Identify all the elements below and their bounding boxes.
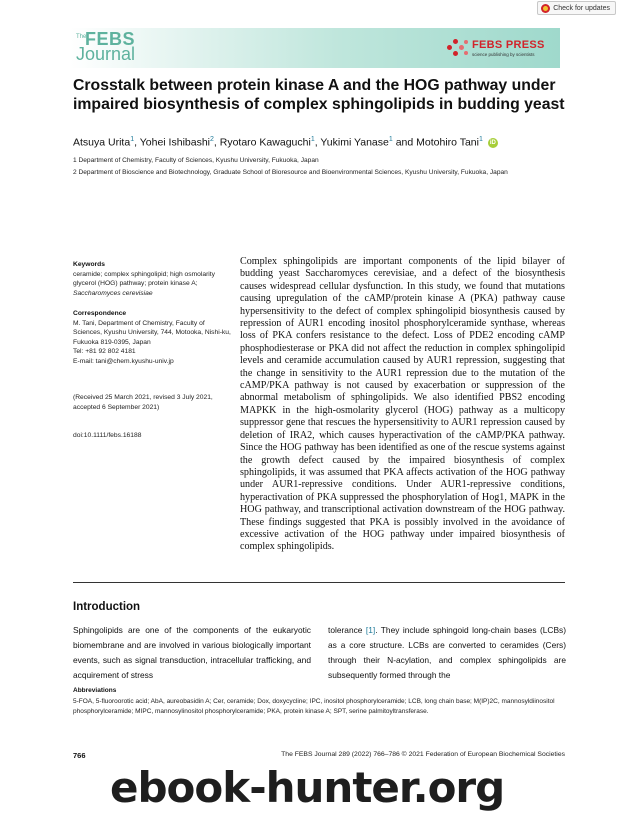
- author-affiliation-mark: 1: [130, 136, 135, 143]
- correspondence-phone: Tel: +81 92 802 4181: [73, 348, 136, 356]
- febs-press-logo: [447, 36, 557, 60]
- author-list: [73, 136, 573, 149]
- author-separator: ,: [213, 136, 220, 149]
- keywords-text: [73, 270, 233, 299]
- affiliation-2: 2 Department of Bioscience and Biotechnology, Graduate School of Bioresource and Bioenvironmental Sciences, Kyushu University, Fukuoka, Japan: [73, 169, 508, 176]
- orcid-icon[interactable]: iD: [489, 139, 496, 146]
- press-name: FEBS PRESS: [472, 39, 545, 51]
- author-name[interactable]: Yohei Ishibashi: [139, 136, 210, 149]
- logo-journal: Journal: [76, 44, 136, 64]
- reference-link[interactable]: [1]: [365, 625, 376, 635]
- intro-right-text-end: . They include sphingoid long-chain bases (LCBs) as a core structure. LCBs are converted to ceramides (Cers) through their N-acylation, and complex sphingolipids are subsequently formed through the: [328, 625, 567, 680]
- logo-the: The: [76, 34, 87, 40]
- correspondence-email[interactable]: E-mail: tani@chem.kyushu-univ.jp: [73, 357, 174, 365]
- keywords-list: ceramide; complex sphingolipid; high osmolarity glycerol (HOG) pathway; protein kinase A;: [73, 270, 215, 288]
- correspondence-address: M. Tani, Department of Chemistry, Faculty of Sciences, Kyushu University, 744, Motooka, Nishi-ku, Fukuoka 819-0395, Japan: [73, 319, 231, 346]
- author-name[interactable]: Yukimi Yanase: [320, 136, 389, 149]
- crossmark-icon: [541, 4, 550, 13]
- article-title: Crosstalk between protein kinase A and the HOG pathway under impaired biosynthesis of complex sphingolipids in budding yeast: [73, 77, 565, 113]
- author-affiliation-mark: 1: [310, 136, 315, 143]
- author-affiliation-mark: 1: [388, 136, 393, 143]
- logo-febs: FEBS: [85, 29, 136, 49]
- author-affiliation-mark: 1: [478, 136, 483, 143]
- author-separator: and: [392, 136, 417, 149]
- abbreviations-section: [73, 686, 568, 718]
- author-separator: ,: [134, 136, 140, 149]
- received-dates: (Received 25 March 2021, revised 3 July 2021, accepted 6 September 2021): [73, 394, 213, 411]
- keywords-section: [73, 260, 233, 298]
- abbreviations-heading: Abbreviations: [73, 687, 117, 694]
- febs-press-dots-icon: [447, 39, 469, 57]
- author-separator: ,: [314, 136, 321, 149]
- author-name[interactable]: Ryotaro Kawaguchi: [219, 136, 311, 149]
- abbreviations-text: 5-FOA, 5-fluoroorotic acid; AbA, aureobasidin A; Cer, ceramide; Dox, doxycycline; IPC, inositol phosphorylceramide; LCB, long chain base; M(IP)2C, mannosyldiinositol phosphorylceramide; MIPC, mannosylinositol phosphorylceramide; PKA, protein kinase A; SPT, serine palmitoyltransferase.: [73, 697, 555, 715]
- author-name[interactable]: Motohiro Tani: [416, 136, 479, 149]
- abstract-text: Complex sphingolipids are important components of the lipid bilayer of budding yeast Saccharomyces cerevisiae, and a defect of the biosynthesis causes widespread cellular dysfunction. In this study, we found that mutations causing upregulation of the cAMP/protein kinase A (PKA) pathway cause hypersensitivity to the defect of complex sphingolipid biosynthesis caused by repression of AUR1 encoding inositol phosphorylceramide synthase, whereas loss of PKA confers resistance to the defect. Loss of PDE2 encoding cAMP phosphodiesterase or PKA did not affect the reduction in complex sphingolipid levels and ceramide accumulation caused by AUR1 repression, suggesting that the change in sensitivity to the AUR1 repression due to the mutation of the cAMP/PKA pathway is not caused by exacerbation or suppression of the abnormal metabolism of sphingolipids. We also identified PBS2 encoding MAPKK in the high-osmolarity glycerol (HOG) pathway as a multicopy suppressor gene that rescues the hypersensitivity to AUR1 repression caused by deletion of IRA2, which causes hyperactivation of the cAMP/PKA pathway. Since the HOG pathway has been identified as one of the rescue systems against the growth defect caused by the impaired biosynthesis of complex sphingolipids, it was assumed that PKA affects activation of the HOG pathway under AUR1-repressive conditions. Under AUR1-repressive conditions, hyperactivation of PKA suppressed the phosphorylation of Hog1, MAPK in the HOG pathway, and transcriptional activation downstream of the HOG pathway. These findings suggested that PKA is possibly involved in the avoidance of excessive activation of the HOG pathway under impaired biosynthesis of complex sphingolipids.: [240, 256, 565, 553]
- correspondence-heading: Correspondence: [73, 310, 127, 317]
- introduction-heading: Introduction: [73, 601, 141, 613]
- intro-right-text-start: tolerance: [328, 625, 366, 635]
- author-affiliation-mark: 2: [210, 136, 214, 143]
- check-for-updates-label: Check for updates: [553, 4, 610, 12]
- keywords-species: Saccharomyces cerevisiae: [73, 289, 153, 297]
- watermark-text: ebook-hunter.org: [110, 763, 505, 812]
- page-number: 766: [73, 751, 86, 760]
- introduction-left-column: Sphingolipids are one of the components of the eukaryotic biomembrane and are involved in various biologically important events, such as signal transduction, intracellular trafficking, and acquirement of stress: [73, 625, 311, 680]
- introduction-right-column: [328, 623, 566, 683]
- press-tagline: science publishing by scientists: [472, 52, 535, 57]
- check-for-updates-badge[interactable]: [537, 1, 616, 15]
- keywords-heading: Keywords: [73, 261, 105, 268]
- doi-link[interactable]: doi:10.1111/febs.16188: [73, 432, 142, 439]
- affiliation-1: 1 Department of Chemistry, Faculty of Sciences, Kyushu University, Fukuoka, Japan: [73, 157, 319, 164]
- section-divider: [73, 582, 565, 583]
- author-name[interactable]: Atsuya Urita: [73, 136, 131, 149]
- journal-citation: The FEBS Journal 289 (2022) 766–786 © 2021 Federation of European Biochemical Societies: [281, 751, 565, 758]
- correspondence-section: [73, 309, 233, 367]
